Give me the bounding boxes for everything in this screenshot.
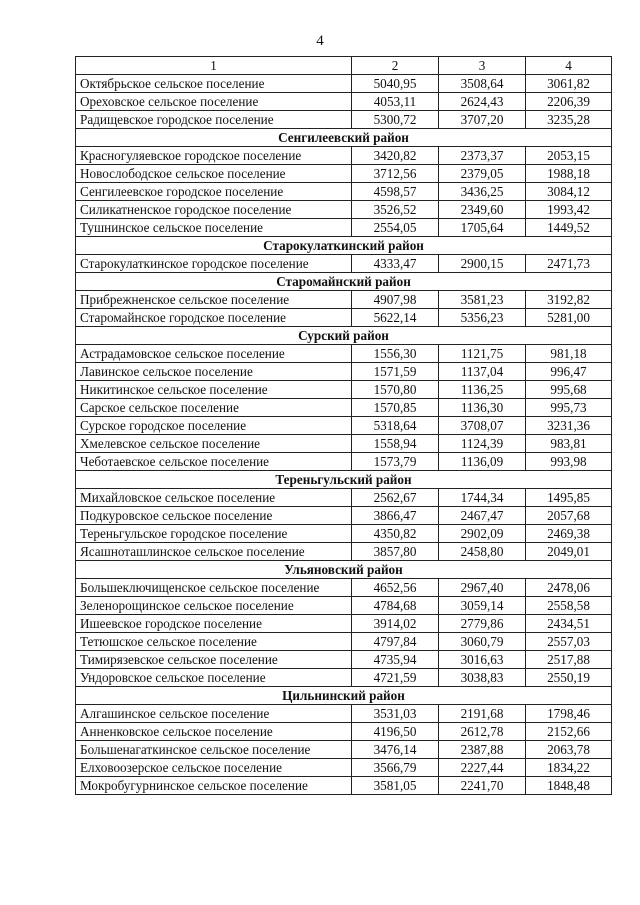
value-col-4: 2057,68 [526,507,612,525]
value-col-4: 996,47 [526,363,612,381]
table-row [76,309,612,327]
table-header-row [76,57,612,75]
settlement-name: Силикатненское городское поселение [76,201,352,219]
settlement-name: Сенгилеевское городское поселение [76,183,352,201]
settlement-name: Подкуровское сельское поселение [76,507,352,525]
value-col-2: 4907,98 [352,291,439,309]
value-col-3: 2458,80 [439,543,526,561]
value-col-2: 4350,82 [352,525,439,543]
value-col-4: 995,73 [526,399,612,417]
value-col-2: 5318,64 [352,417,439,435]
district-row [76,687,612,705]
settlements-table [75,56,612,795]
settlement-name: Старомайнское городское поселение [76,309,352,327]
value-col-2: 3581,05 [352,777,439,795]
district-name: Сенгилеевский район [76,129,612,147]
district-row [76,237,612,255]
district-name: Старокулаткинский район [76,237,612,255]
value-col-2: 1558,94 [352,435,439,453]
settlement-name: Тетюшское сельское поселение [76,633,352,651]
settlement-name: Анненковское сельское поселение [76,723,352,741]
page-number: 4 [316,33,324,49]
value-col-4: 2471,73 [526,255,612,273]
value-col-3: 2349,60 [439,201,526,219]
value-col-4: 2152,66 [526,723,612,741]
value-col-2: 3914,02 [352,615,439,633]
value-col-2: 3420,82 [352,147,439,165]
settlement-name: Ишеевское городское поселение [76,615,352,633]
value-col-3: 3581,23 [439,291,526,309]
value-col-4: 2434,51 [526,615,612,633]
district-name: Цильнинский район [76,687,612,705]
value-col-4: 2206,39 [526,93,612,111]
value-col-3: 3038,83 [439,669,526,687]
value-col-3: 3436,25 [439,183,526,201]
settlement-name: Алгашинское сельское поселение [76,705,352,723]
table-row [76,417,612,435]
value-col-4: 3084,12 [526,183,612,201]
value-col-4: 2517,88 [526,651,612,669]
table-row [76,453,612,471]
table-row [76,597,612,615]
value-col-4: 5281,00 [526,309,612,327]
table-row [76,723,612,741]
table-row [76,669,612,687]
table-row [76,507,612,525]
value-col-3: 3060,79 [439,633,526,651]
value-col-4: 2557,03 [526,633,612,651]
value-col-4: 2053,15 [526,147,612,165]
settlement-name: Астрадамовское сельское поселение [76,345,352,363]
value-col-4: 1848,48 [526,777,612,795]
value-col-4: 1993,42 [526,201,612,219]
value-col-2: 4721,59 [352,669,439,687]
value-col-3: 2241,70 [439,777,526,795]
table-row [76,201,612,219]
settlement-name: Прибрежненское сельское поселение [76,291,352,309]
value-col-4: 1798,46 [526,705,612,723]
value-col-3: 2967,40 [439,579,526,597]
table-row [76,345,612,363]
value-col-2: 4784,68 [352,597,439,615]
settlement-name: Старокулаткинское городское поселение [76,255,352,273]
value-col-2: 5040,95 [352,75,439,93]
value-col-2: 3531,03 [352,705,439,723]
value-col-4: 1449,52 [526,219,612,237]
value-col-4: 2550,19 [526,669,612,687]
table-row [76,759,612,777]
value-col-4: 2469,38 [526,525,612,543]
district-name: Тереньгульский район [76,471,612,489]
value-col-2: 3476,14 [352,741,439,759]
table-row [76,741,612,759]
table-row [76,489,612,507]
value-col-2: 1573,79 [352,453,439,471]
settlement-name: Тереньгульское городское поселение [76,525,352,543]
value-col-3: 3508,64 [439,75,526,93]
value-col-3: 1136,30 [439,399,526,417]
value-col-2: 4797,84 [352,633,439,651]
table-row [76,165,612,183]
table-row [76,705,612,723]
value-col-2: 1570,80 [352,381,439,399]
settlement-name: Новослободское сельское поселение [76,165,352,183]
table-row [76,633,612,651]
header-col-3: 3 [439,57,526,75]
value-col-2: 4735,94 [352,651,439,669]
value-col-4: 3192,82 [526,291,612,309]
value-col-4: 1988,18 [526,165,612,183]
value-col-3: 2612,78 [439,723,526,741]
table-row [76,777,612,795]
settlement-name: Лавинское сельское поселение [76,363,352,381]
value-col-3: 2373,37 [439,147,526,165]
value-col-3: 2387,88 [439,741,526,759]
settlement-name: Радищевское городское поселение [76,111,352,129]
settlement-name: Красногуляевское городское поселение [76,147,352,165]
value-col-2: 2554,05 [352,219,439,237]
value-col-4: 3235,28 [526,111,612,129]
settlement-name: Ореховское сельское поселение [76,93,352,111]
settlement-name: Октябрьское сельское поселение [76,75,352,93]
district-row [76,273,612,291]
settlement-name: Большенагаткинское сельское поселение [76,741,352,759]
value-col-2: 1571,59 [352,363,439,381]
settlement-name: Ясашноташлинское сельское поселение [76,543,352,561]
table-row [76,363,612,381]
value-col-2: 3866,47 [352,507,439,525]
value-col-2: 2562,67 [352,489,439,507]
value-col-2: 4652,56 [352,579,439,597]
value-col-3: 3707,20 [439,111,526,129]
value-col-4: 981,18 [526,345,612,363]
table-row [76,435,612,453]
value-col-4: 2558,58 [526,597,612,615]
value-col-3: 2624,43 [439,93,526,111]
header-col-2: 2 [352,57,439,75]
table-row [76,615,612,633]
value-col-2: 3712,56 [352,165,439,183]
value-col-3: 1124,39 [439,435,526,453]
header-col-4: 4 [526,57,612,75]
district-row [76,471,612,489]
settlement-name: Большеключищенское сельское поселение [76,579,352,597]
value-col-2: 4196,50 [352,723,439,741]
value-col-3: 1136,09 [439,453,526,471]
table-row [76,147,612,165]
value-col-2: 3526,52 [352,201,439,219]
settlement-name: Хмелевское сельское поселение [76,435,352,453]
settlement-name: Тушнинское сельское поселение [76,219,352,237]
table-row [76,291,612,309]
table-row [76,93,612,111]
table-row [76,651,612,669]
value-col-4: 2049,01 [526,543,612,561]
district-name: Ульяновский район [76,561,612,579]
value-col-4: 3061,82 [526,75,612,93]
settlement-name: Сурское городское поселение [76,417,352,435]
table-row [76,399,612,417]
value-col-2: 5622,14 [352,309,439,327]
settlement-name: Чеботаевское сельское поселение [76,453,352,471]
value-col-4: 983,81 [526,435,612,453]
value-col-3: 2467,47 [439,507,526,525]
value-col-3: 2379,05 [439,165,526,183]
table-row [76,255,612,273]
value-col-2: 5300,72 [352,111,439,129]
value-col-2: 4598,57 [352,183,439,201]
value-col-3: 3708,07 [439,417,526,435]
district-row [76,561,612,579]
settlement-name: Сарское сельское поселение [76,399,352,417]
value-col-3: 1137,04 [439,363,526,381]
value-col-3: 1121,75 [439,345,526,363]
value-col-4: 2063,78 [526,741,612,759]
value-col-3: 1136,25 [439,381,526,399]
table-row [76,579,612,597]
value-col-2: 4053,11 [352,93,439,111]
value-col-2: 3857,80 [352,543,439,561]
value-col-3: 2779,86 [439,615,526,633]
settlement-name: Михайловское сельское поселение [76,489,352,507]
settlement-name: Ундоровское сельское поселение [76,669,352,687]
value-col-3: 1744,34 [439,489,526,507]
value-col-4: 1495,85 [526,489,612,507]
value-col-3: 1705,64 [439,219,526,237]
table-row [76,111,612,129]
table-row [76,381,612,399]
value-col-2: 3566,79 [352,759,439,777]
settlement-name: Никитинское сельское поселение [76,381,352,399]
table-row [76,543,612,561]
value-col-4: 2478,06 [526,579,612,597]
value-col-3: 3016,63 [439,651,526,669]
table-row [76,525,612,543]
settlement-name: Мокробугурнинское сельское поселение [76,777,352,795]
value-col-2: 1570,85 [352,399,439,417]
header-col-1: 1 [76,57,352,75]
value-col-3: 3059,14 [439,597,526,615]
value-col-4: 993,98 [526,453,612,471]
value-col-3: 2227,44 [439,759,526,777]
district-row [76,327,612,345]
value-col-4: 3231,36 [526,417,612,435]
value-col-2: 1556,30 [352,345,439,363]
value-col-3: 5356,23 [439,309,526,327]
value-col-4: 1834,22 [526,759,612,777]
district-name: Сурский район [76,327,612,345]
settlement-name: Тимирязевское сельское поселение [76,651,352,669]
value-col-4: 995,68 [526,381,612,399]
value-col-2: 4333,47 [352,255,439,273]
value-col-3: 2900,15 [439,255,526,273]
value-col-3: 2191,68 [439,705,526,723]
settlement-name: Елховоозерское сельское поселение [76,759,352,777]
district-name: Старомайнский район [76,273,612,291]
table-row [76,75,612,93]
value-col-3: 2902,09 [439,525,526,543]
table-row [76,219,612,237]
table-row [76,183,612,201]
settlement-name: Зеленорощинское сельское поселение [76,597,352,615]
district-row [76,129,612,147]
